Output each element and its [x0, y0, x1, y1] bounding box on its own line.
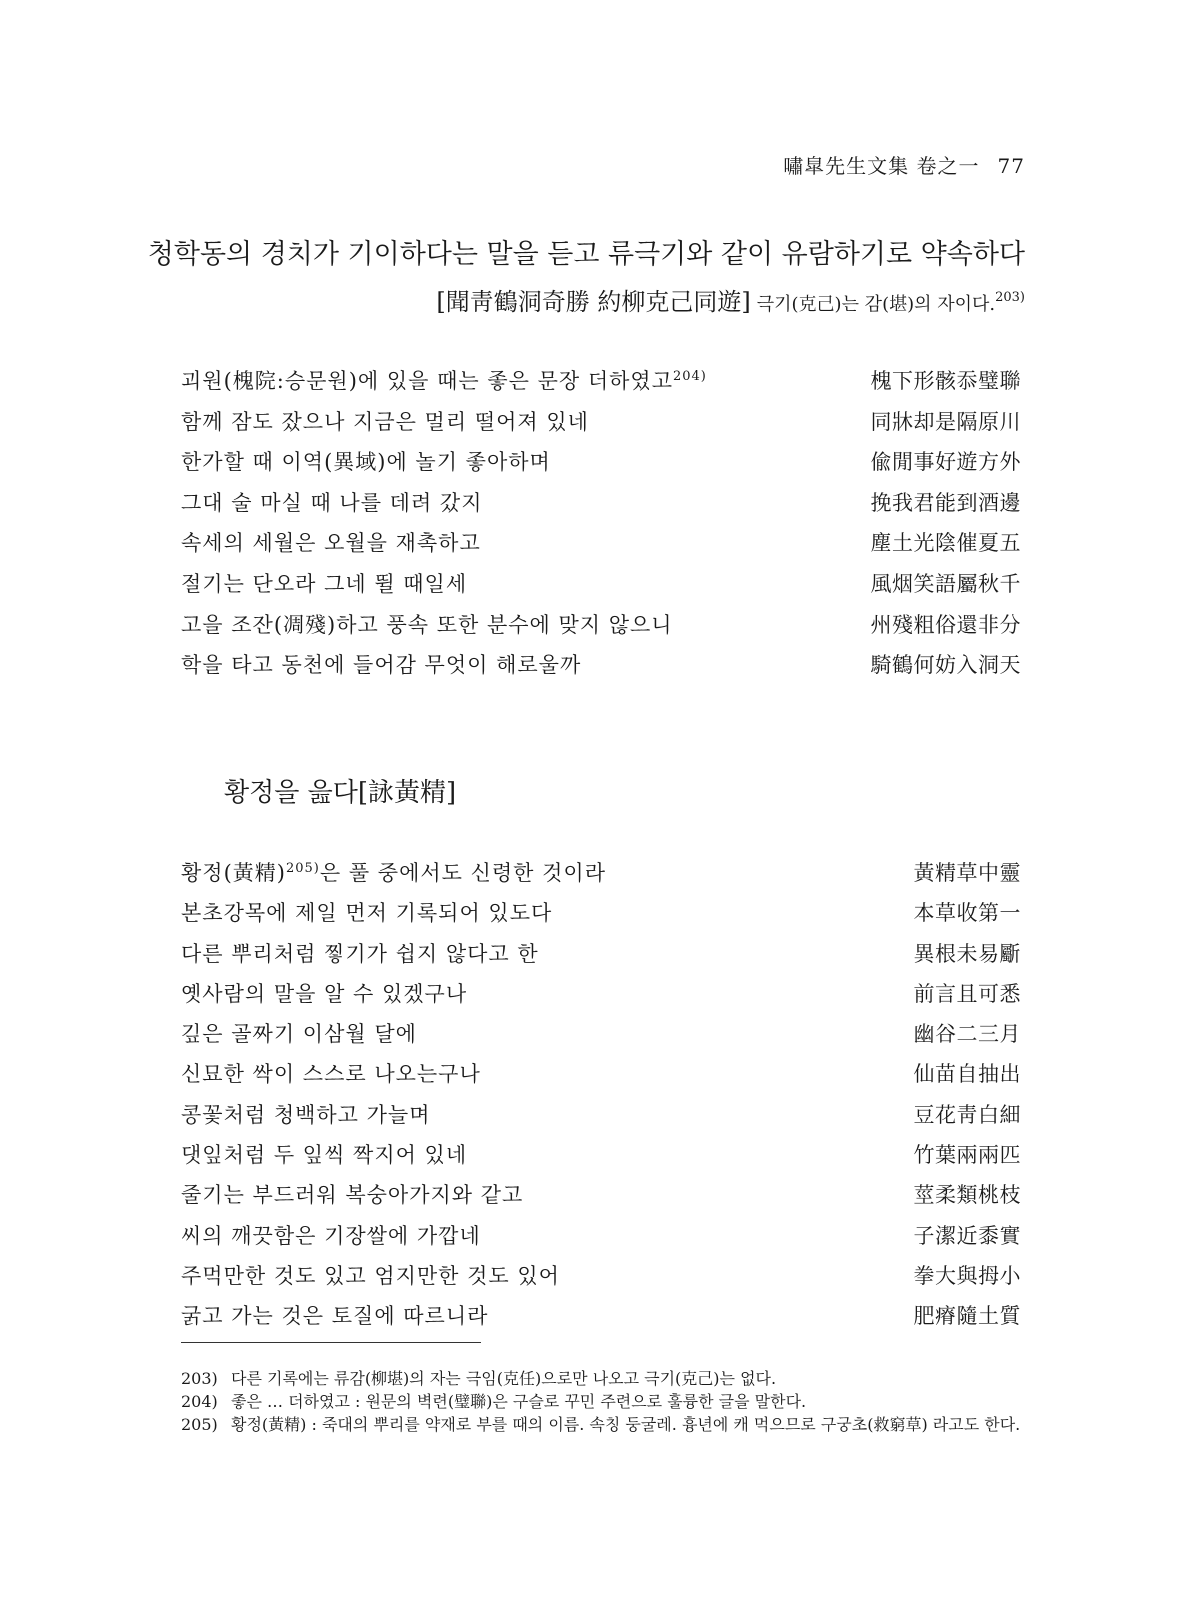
poem1-title-hanja: [聞靑鶴洞奇勝 約柳克己同遊]: [436, 288, 751, 316]
footnote: [181, 1367, 1021, 1390]
hanja-verse: 州殘粗俗還非分: [870, 612, 1021, 637]
korean-verse: 굵고 가는 것은 토질에 따르니라: [181, 1304, 489, 1329]
poem1-title-block: [148, 237, 1025, 320]
hanja-verse: 拳大與拇小: [913, 1263, 1021, 1288]
hanja-verse: 仙苗自抽出: [913, 1062, 1021, 1087]
hanja-verse: 莖柔類桃枝: [913, 1183, 1021, 1208]
footnote: [181, 1390, 1021, 1413]
footnote-text: 황정(黃精) : 죽대의 뿌리를 약재로 부를 때의 이름. 속칭 둥굴레. 흉년에 캐 먹으므로 구궁초(救窮草) 라고도 한다.: [231, 1415, 1021, 1434]
footnotes: [181, 1367, 1021, 1436]
korean-verse: 황정(黃精)$^{205)}$은 풀 중에서도 신령한 것이라: [181, 861, 606, 885]
korean-verse: 줄기는 부드러워 복숭아가지와 같고: [181, 1183, 524, 1208]
poem-line: [181, 1223, 1021, 1263]
korean-verse: 절기는 단오라 그네 뛸 때일세: [181, 571, 468, 596]
poem-line: [181, 1102, 1021, 1142]
poem1-title-korean: 청학동의 경치가 기이하다는 말을 듣고 류극기와 같이 유람하기로 약속하다: [147, 239, 1025, 270]
footnote-ref: 205): [285, 861, 320, 876]
hanja-verse: 槐下形骸忝璧聯: [870, 369, 1021, 393]
hanja-verse: 豆花靑白細: [913, 1102, 1021, 1127]
footnote-text: 좋은 … 더하였고 : 원문의 벽련(璧聯)은 구슬로 꾸민 주련으로 훌륭한 글을 말한다.: [231, 1392, 807, 1411]
hanja-verse: 本草收第一: [913, 901, 1021, 926]
hanja-verse: 黃精草中靈: [913, 861, 1021, 885]
hanja-verse: 騎鶴何妨入洞天: [870, 653, 1021, 678]
korean-verse: 한가할 때 이역(異域)에 놀기 좋아하며: [181, 450, 551, 475]
hanja-verse: 挽我君能到酒邊: [870, 490, 1021, 515]
korean-verse: 신묘한 싹이 스스로 나오는구나: [181, 1062, 481, 1087]
poem-line: [181, 860, 1021, 900]
poem-line: [181, 490, 1021, 531]
poem-line: [181, 1142, 1021, 1182]
korean-verse: 댓잎처럼 두 잎씩 짝지어 있네: [181, 1143, 468, 1168]
footnote-number: 205): [181, 1415, 218, 1434]
poem-line: [181, 368, 1021, 409]
poem-line: [181, 652, 1021, 693]
hanja-verse: 幽谷二三月: [913, 1022, 1021, 1047]
poem-line: [181, 571, 1021, 612]
footnote-text: 다른 기록에는 류감(柳堪)의 자는 극임(克任)으로만 나오고 극기(克己)는 없다.: [231, 1369, 777, 1388]
poem-line: [181, 1303, 1021, 1343]
korean-verse: 옛사람의 말을 알 수 있겠구나: [181, 981, 468, 1006]
poem-line: [181, 409, 1021, 450]
footnote-number: 203): [181, 1369, 218, 1388]
poem2-body: [181, 860, 1021, 1344]
hanja-verse: 異根未易斸: [913, 941, 1021, 966]
poem-line: [181, 530, 1021, 571]
hanja-verse: 前言且可悉: [913, 981, 1021, 1006]
korean-verse: 학을 타고 동천에 들어감 무엇이 해로울까: [181, 653, 582, 678]
book-title: 嘯皐先生文集 卷之一: [783, 154, 980, 178]
hanja-verse: 風烟笑語屬秋千: [870, 571, 1021, 596]
korean-verse: 고을 조잔(凋殘)하고 풍속 또한 분수에 맞지 않으니: [181, 612, 673, 637]
korean-verse: 다른 뿌리처럼 찧기가 쉽지 않다고 한: [181, 941, 539, 966]
poem2-title: 황정을 읊다[詠黃精]: [224, 778, 457, 808]
korean-verse: 속세의 세월은 오월을 재촉하고: [181, 531, 481, 556]
poem-line: [181, 449, 1021, 490]
running-header: [783, 150, 1025, 179]
korean-verse: 괴원(槐院:승문원)에 있을 때는 좋은 문장 더하였고$^{204)}$: [181, 369, 707, 393]
hanja-verse: 塵土光陰催夏五: [870, 531, 1021, 556]
poem-line: [181, 1021, 1021, 1061]
poem-line: [181, 981, 1021, 1021]
poem1-body: [181, 368, 1021, 693]
poem-line: [181, 1061, 1021, 1101]
poem-line: [181, 612, 1021, 653]
korean-verse: 본초강목에 제일 먼저 기록되어 있도다: [181, 901, 553, 926]
korean-verse: 콩꽃처럼 청백하고 가늘며: [181, 1102, 431, 1127]
korean-verse: 함께 잠도 잤으나 지금은 멀리 떨어져 있네: [181, 409, 589, 434]
footnote-ref: 204): [672, 369, 707, 384]
poem-line: [181, 941, 1021, 981]
korean-verse: 깊은 골짜기 이삼월 달에: [181, 1022, 417, 1047]
footnote-number: 204): [181, 1392, 218, 1411]
poem-line: [181, 900, 1021, 940]
hanja-verse: 子潔近黍實: [913, 1223, 1021, 1248]
poem-line: [181, 1263, 1021, 1303]
footnote-ref: 203): [995, 290, 1025, 305]
footnote: [181, 1413, 1021, 1436]
footnote-divider: [181, 1342, 481, 1343]
hanja-verse: 肥瘠隨土質: [913, 1304, 1021, 1329]
poem-line: [181, 1182, 1021, 1222]
poem1-title-subtitle: [148, 287, 1025, 320]
korean-verse: 주먹만한 것도 있고 엄지만한 것도 있어: [181, 1263, 560, 1288]
korean-verse: 그대 술 마실 때 나를 데려 갔지: [181, 490, 483, 515]
hanja-verse: 同牀却是隔原川: [870, 409, 1021, 434]
page-number: 77: [997, 154, 1025, 178]
poem1-title-note: 극기(克己)는 감(堪)의 자이다.: [756, 294, 996, 315]
hanja-verse: 偸閒事好遊方外: [870, 450, 1021, 475]
hanja-verse: 竹葉兩兩匹: [913, 1143, 1021, 1168]
korean-verse: 씨의 깨끗함은 기장쌀에 가깝네: [181, 1223, 481, 1248]
